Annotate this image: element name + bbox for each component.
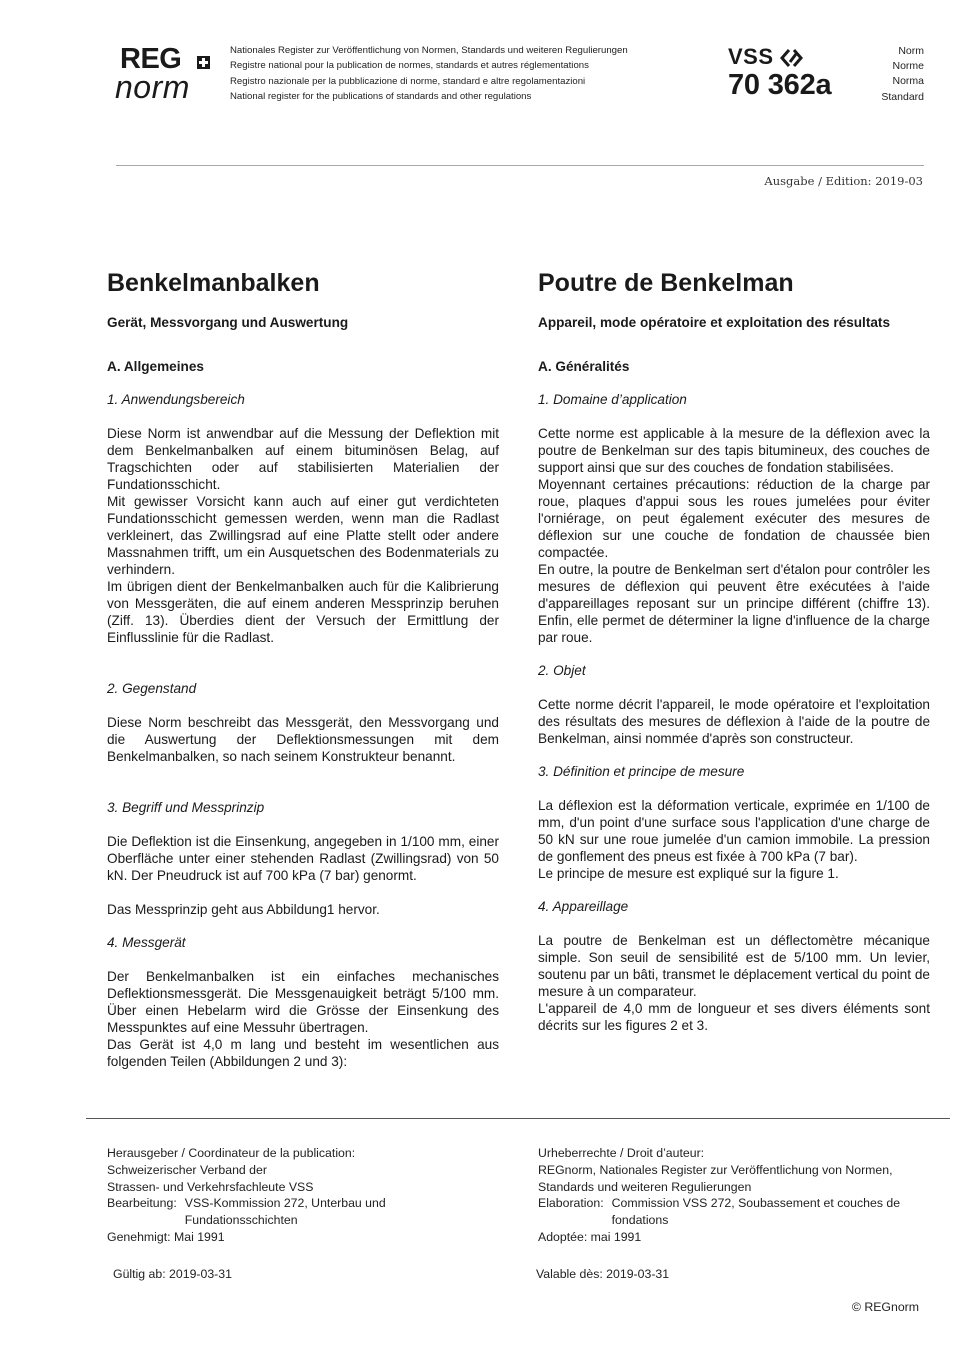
swiss-cross-icon	[197, 56, 210, 69]
edition-date: Ausgabe / Edition: 2019-03	[764, 174, 923, 188]
norm-label-de: Norm	[898, 45, 924, 57]
paragraph: La poutre de Benkelman est un déflectomètre mécanique simple. Son seuil de sensibilité est de 5/100 mm. Un levier, soutenu par un bâti, transmet le déplacement vertical du point de mesure à un comparateur.	[538, 933, 930, 999]
french-s1-heading: 1. Domaine d’application	[538, 392, 687, 407]
copyright-line: Standards und weiteren Regulierungen	[538, 1179, 752, 1194]
german-s4-text	[107, 968, 499, 1070]
register-description	[230, 43, 690, 105]
norm-label-en: Standard	[881, 90, 924, 103]
german-section-a: A. Allgemeines	[107, 359, 204, 374]
register-line-de: Nationales Register zur Veröffentlichung von Normen, Standards und weiteren Regulierungen	[230, 45, 628, 56]
german-s2-text	[107, 714, 499, 765]
paragraph: Diese Norm beschreibt das Messgerät, den Messvorgang und die Auswertung der Deflektionsmessungen mit dem Benkelmanbalken, so nach seinem Konstrukteur benannt.	[107, 715, 499, 764]
footer-divider	[86, 1118, 950, 1119]
register-line-fr: Registre national pour la publication de normes, standards et autres réglementations	[230, 60, 589, 72]
valid-from-de: Gültig ab: 2019-03-31	[113, 1267, 232, 1281]
german-s3-heading: 3. Begriff und Messprinzip	[107, 800, 265, 815]
paragraph: Mit gewisser Vorsicht kann auch auf einer gut verdichteten Fundationsschicht gemessen werden, wenn man die Radlast verkleinert, das Zwillingsrad auf eine Platte stellt oder andere Massnahmen trifft, um ein Ausquetschen des Bodenmaterials zu verhindern.	[107, 494, 499, 577]
paragraph: En outre, la poutre de Benkelman sert d'étalon pour contrôler les mesures de déflexion qui peuvent être exécutées à l'aide d'appareillages reposant sur un principe différent (chiffre 13). Enfin, elle permet de déterminer la ligne d'influence de la charge par roue.	[538, 562, 930, 645]
paragraph: Le principe de mesure est expliqué sur la figure 1.	[538, 866, 839, 881]
editing-value: VSS-Kommission 272, Unterbau und Fundationsschichten	[184, 1196, 386, 1228]
french-s4-text	[538, 932, 930, 1034]
vss-norm-block	[728, 44, 831, 100]
logo-reg-text: REG	[120, 43, 182, 75]
paragraph: Diese Norm ist anwendbar auf die Messung der Deflektion mit dem Benkelmanbalken auf einem bituminösen Belag, auf Tragschichten oder auf stabilisierten Materialien der Fundationsschicht.	[107, 426, 499, 492]
vss-arrows-icon	[780, 48, 806, 68]
elaboration-label: Elaboration:	[538, 1196, 604, 1211]
french-s3-heading: 3. Définition et principe de mesure	[538, 764, 745, 779]
publisher-line: Strassen- und Verkehrsfachleute VSS	[107, 1179, 314, 1194]
footer-left	[107, 1145, 507, 1246]
valid-from-fr: Valable dès: 2019-03-31	[536, 1267, 670, 1281]
paragraph: Moyennant certaines précautions: réduction de la charge par roue, plaques d'appui sous les roues jumelées pour éviter l'orniérage, on peut également exécuter des mesures de déflexion sur une couche de fondation de chaussée bien compactée.	[538, 477, 930, 560]
french-s4-heading: 4. Appareillage	[538, 899, 629, 914]
german-s2-heading: 2. Gegenstand	[107, 681, 197, 696]
register-line-it: Registro nazionale per la pubblicazione di norme, standard e altre regolamentazioni	[230, 75, 586, 87]
vss-logo-text: VSS	[728, 44, 774, 69]
editing-label: Bearbeitung:	[107, 1196, 177, 1211]
norm-type-labels	[881, 44, 924, 105]
french-column	[538, 266, 930, 1034]
logo-norm-text: norm	[115, 69, 190, 105]
french-s3-text	[538, 797, 930, 882]
german-subtitle: Gerät, Messvorgang und Auswertung	[107, 315, 349, 330]
paragraph: Die Deflektion ist die Einsenkung, angegeben in 1/100 mm, einer Oberfläche unter einer stehenden Radlast (Zwillingsrad) von 50 kN. Der Pneudruck ist auf 700 kPa (7 bar) genormt.	[107, 834, 499, 883]
norm-number: 70 362a	[728, 69, 832, 101]
paragraph: Der Benkelmanbalken ist ein einfaches mechanisches Deflektionsmessgerät. Die Messgenauigkeit beträgt 5/100 mm. Über einen Hebelarm wird die Grösse der Einsenkung des Messpunktes auf eine Messuhr übertragen.	[107, 969, 499, 1035]
french-title: Poutre de Benkelman	[538, 269, 794, 297]
elaboration-row	[538, 1195, 938, 1229]
norm-label-fr: Norme	[892, 60, 924, 73]
german-s1-text	[107, 425, 499, 646]
french-s2-text	[538, 696, 930, 747]
german-s1-heading: 1. Anwendungsbereich	[107, 392, 245, 407]
paragraph: Cette norme décrit l'appareil, le mode opératoire et l'exploitation des résultats des mesures de déflexion à l'aide de la poutre de Benkelman, ainsi nommée d'après son constructeur.	[538, 697, 930, 746]
paragraph: Das Messprinzip geht aus Abbildung1 hervor.	[107, 902, 380, 917]
paragraph: Im übrigen dient der Benkelmanbalken auch für die Kalibrierung von Messgeräten, die auf einem anderen Messprinzip beruhen (Ziff. 13). Überdies dient der Versuch der Ermittlung der Einflusslinie für die Radlast.	[107, 579, 499, 645]
publisher-line: Schweizerischer Verband der	[107, 1162, 267, 1177]
german-s3-text	[107, 833, 499, 918]
adopted-date: Adoptée: mai 1991	[538, 1229, 642, 1244]
copyright-line: REGnorm, Nationales Register zur Veröffentlichung von Normen,	[538, 1162, 893, 1177]
copyright-notice: © REGnorm	[851, 1300, 919, 1314]
french-subtitle: Appareil, mode opératoire et exploitation des résultats	[538, 315, 891, 330]
publisher-label: Herausgeber / Coordinateur de la publication:	[107, 1146, 356, 1160]
french-s1-text	[538, 425, 930, 646]
paragraph: La déflexion est la déformation verticale, exprimée en 1/100 de mm, d'un point d'une surface sous l'application d'une charge de 50 kN sur une roue jumelée d'un camion immobile. La pression de gonflement des pneus est fixée à 700 kPa (7 bar).	[538, 798, 930, 864]
french-section-a: A. Généralités	[538, 359, 630, 374]
footer-right	[538, 1145, 938, 1246]
paragraph: L'appareil de 4,0 mm de longueur et ses divers éléments sont décrits sur les figures 2 et 3.	[538, 1001, 930, 1033]
regnorm-logo	[114, 44, 214, 104]
register-line-en: National register for the publications of standards and other regulations	[230, 91, 532, 103]
german-s4-heading: 4. Messgerät	[107, 935, 186, 950]
approved-date: Genehmigt: Mai 1991	[107, 1229, 225, 1244]
german-title: Benkelmanbalken	[107, 269, 320, 297]
header-divider	[116, 165, 924, 166]
paragraph: Cette norme est applicable à la mesure de la déflexion avec la poutre de Benkelman sur des tapis bitumineux, des couches de support ainsi que sur des couches de fondation stabilisées.	[538, 426, 930, 475]
norm-label-it: Norma	[892, 75, 924, 88]
french-s2-heading: 2. Objet	[538, 663, 586, 678]
paragraph: Das Gerät ist 4,0 m lang und besteht im wesentlichen aus folgenden Teilen (Abbildungen 2 und 3):	[107, 1037, 499, 1069]
editing-row	[107, 1195, 507, 1229]
elaboration-value: Commission VSS 272, Soubassement et couches de fondations	[611, 1196, 901, 1228]
german-column	[107, 266, 499, 1070]
copyright-label: Urheberrechte / Droit d’auteur:	[538, 1146, 705, 1160]
